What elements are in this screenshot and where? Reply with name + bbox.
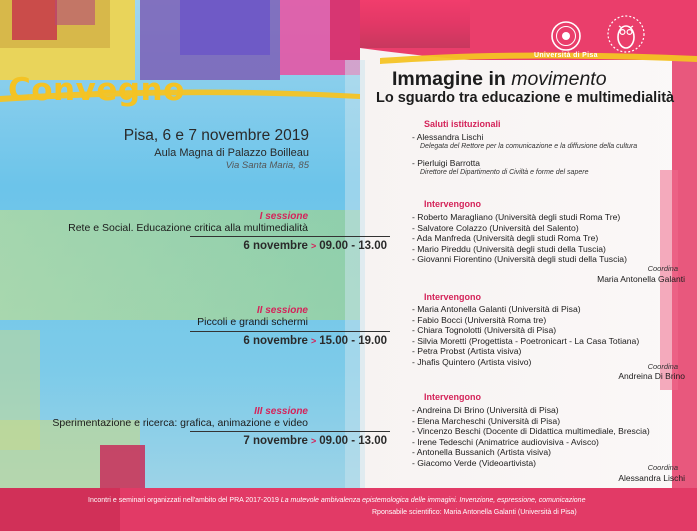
list-item: - Roberto Maragliano (Università degli studi Roma Tre) [412, 212, 621, 222]
convegno-heading: Convegno [8, 72, 185, 108]
university-name: Università di Pisa [534, 52, 598, 59]
session-1-label: I sessione [259, 211, 308, 222]
list-item: - Fabio Bocci (Università Roma tre) [412, 314, 547, 325]
panel-1-heading: Intervengono [424, 199, 482, 209]
event-title [392, 68, 607, 91]
session-3-date: 7 novembre [243, 435, 308, 447]
arrow-icon: > [310, 336, 317, 346]
panel-3-heading: Intervengono [424, 392, 482, 402]
panel-1-list [412, 212, 627, 265]
list-item: - Irene Tedeschi (Animatrice audiovisiva - Avisco) [412, 436, 599, 447]
panel-3-list [412, 405, 650, 469]
footer-project-title: La mutevole ambivalenza epistemologica delle immagini. Invenzione, espressione, comunicazione [280, 497, 586, 504]
event-subtitle: Lo sguardo tra educazione e multimedialità [376, 90, 675, 106]
event-title-italic: movimento [511, 68, 607, 90]
list-item: - Petra Probst (Artista visiva) [412, 346, 522, 357]
list-item: - Giacomo Verde (Videoartivista) [412, 457, 537, 468]
session-1-schedule [243, 240, 387, 252]
panel-1-coord-label: Coordina [647, 264, 678, 273]
arrow-icon: > [310, 241, 317, 251]
session-3-time: 09.00 - 13.00 [319, 435, 387, 447]
session-2-title: Piccoli e grandi schermi [197, 316, 308, 328]
footer-line-2: Rponsabile scientifico: Maria Antonella Galanti (Università di Pisa) [372, 509, 577, 516]
university-seal-icon [550, 20, 582, 52]
session-3-title: Sperimentazione e ricerca: grafica, animazione e video [52, 417, 308, 429]
session-3-schedule [243, 435, 387, 447]
panel-2-coord-name: Andreina Di Brino [618, 371, 685, 381]
list-item: - Giovanni Fiorentino (Università degli studi della Tuscia) [412, 254, 627, 265]
saluti-person-1-name: - Alessandra Lischi [412, 132, 484, 142]
saluti-person-2-name: - Pierluigi Barrotta [412, 158, 481, 168]
session-2-date: 6 novembre [243, 335, 308, 347]
session-2-rule [190, 331, 390, 332]
panel-1-coord-name: Maria Antonella Galanti [597, 274, 685, 284]
list-item: - Maria Antonella Galanti (Università di Pisa) [412, 304, 581, 314]
session-1-date: 6 novembre [243, 240, 308, 252]
owl-logo-icon [606, 12, 646, 56]
list-item: - Mario Pireddu (Università degli studi della Tuscia) [412, 243, 606, 254]
panel-2-heading: Intervengono [424, 292, 482, 302]
session-2-time: 15.00 - 19.00 [319, 335, 387, 347]
panel-3-coord-label: Coordina [647, 463, 678, 472]
footer-line-1 [88, 497, 585, 504]
list-item: - Jhafis Quintero (Artista visivo) [412, 356, 532, 367]
saluti-person-2-role: Direttore del Dipartimento di Civiltà e forme del sapere [420, 169, 589, 176]
list-item: - Chiara Tognolotti (Università di Pisa) [412, 325, 557, 336]
list-item: - Elena Marcheschi (Università di Pisa) [412, 415, 561, 426]
session-1-rule [190, 236, 390, 237]
list-item: - Silvia Moretti (Progettista - Poetronicart - La Casa Totiana) [412, 335, 640, 346]
list-item: - Vincenzo Beschi (Docente di Didattica multimediale, Brescia) [412, 426, 650, 437]
list-item: - Andreina Di Brino (Università di Pisa) [412, 405, 559, 415]
arrow-icon: > [310, 436, 317, 446]
list-item: - Antonella Bussanich (Artista visiva) [412, 447, 551, 458]
panel-2-list [412, 304, 639, 368]
session-3-rule [190, 431, 390, 432]
session-2-label: II sessione [256, 305, 308, 316]
session-3-label: III sessione [254, 406, 308, 417]
session-2-schedule [243, 335, 387, 347]
saluti-person-1-role: Delegata del Rettore per la comunicazione e la diffusione della cultura [420, 143, 638, 150]
saluti-heading: Saluti istituzionali [424, 119, 501, 129]
session-1-time: 09.00 - 13.00 [319, 240, 387, 252]
venue-hall: Aula Magna di Palazzo Boilleau [154, 147, 309, 159]
footer-project: Incontri e seminari organizzati nell'ambito del PRA 2017-2019 [88, 497, 279, 504]
session-1-title: Rete e Social. Educazione critica alla multimedialità [68, 222, 308, 234]
list-item: - Ada Manfreda (Università degli studi Roma Tre) [412, 233, 599, 244]
panel-2-coord-label: Coordina [647, 362, 678, 371]
panel-3-coord-name: Alessandra Lischi [618, 473, 685, 483]
city-and-dates: Pisa, 6 e 7 novembre 2019 [123, 127, 309, 144]
list-item: - Salvatore Colazzo (Università del Salento) [412, 222, 579, 233]
event-title-plain: Immagine in [392, 68, 506, 90]
venue-address: Via Santa Maria, 85 [225, 160, 309, 171]
